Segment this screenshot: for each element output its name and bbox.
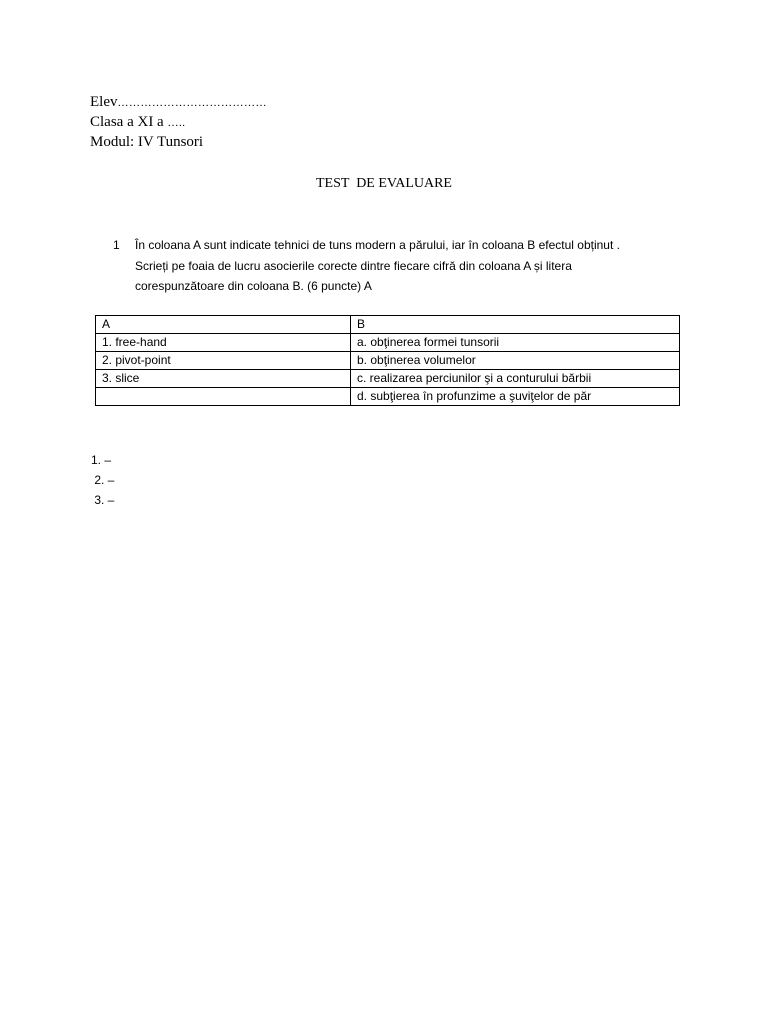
table-row — [96, 352, 680, 370]
question-line: În coloana A sunt indicate tehnici de tuns modern a părului, iar în coloana B efectul obținut . — [135, 238, 620, 252]
student-line — [90, 92, 267, 113]
table-row — [96, 334, 680, 352]
question-text — [135, 235, 675, 297]
table-cell-a: 1. free-hand — [96, 334, 351, 352]
association-table — [95, 315, 680, 406]
class-label: Clasa a XI a — [90, 114, 164, 130]
student-label: Elev — [90, 94, 118, 110]
class-dots: ….. — [167, 117, 186, 129]
question-line: Scrieți pe foaia de lucru asocierile corecte dintre fiecare cifră din coloana A și litera — [135, 258, 572, 273]
answer-list — [91, 450, 114, 510]
table-cell-a — [96, 388, 351, 406]
page-title: TEST DE EVALUARE — [316, 176, 452, 191]
module-line: Modul: IV Tunsori — [90, 134, 204, 150]
table-cell-b: d. subţierea în profunzime a şuviţelor de păr — [351, 388, 680, 406]
class-line — [90, 112, 185, 133]
table-header-row — [96, 316, 680, 334]
answer-line: 3. – — [91, 493, 115, 507]
column-b-header: B — [351, 316, 680, 334]
answer-line: 1. – — [91, 453, 112, 467]
question-number: 1 — [113, 238, 120, 252]
table-row — [96, 370, 680, 388]
question-line: corespunzătoare din coloana B. (6 puncte) A — [135, 279, 372, 293]
table-cell-a: 2. pivot-point — [96, 352, 351, 370]
answer-line: 2. – — [91, 473, 115, 487]
table-cell-a: 3. slice — [96, 370, 351, 388]
table-cell-b: a. obţinerea formei tunsorii — [351, 334, 680, 352]
table-cell-b: b. obţinerea volumelor — [351, 352, 680, 370]
column-a-header: A — [96, 316, 351, 334]
student-dots: ………………………………… — [117, 97, 267, 109]
table-row — [96, 388, 680, 406]
table-cell-b: c. realizarea perciunilor şi a conturului bărbii — [351, 370, 680, 388]
